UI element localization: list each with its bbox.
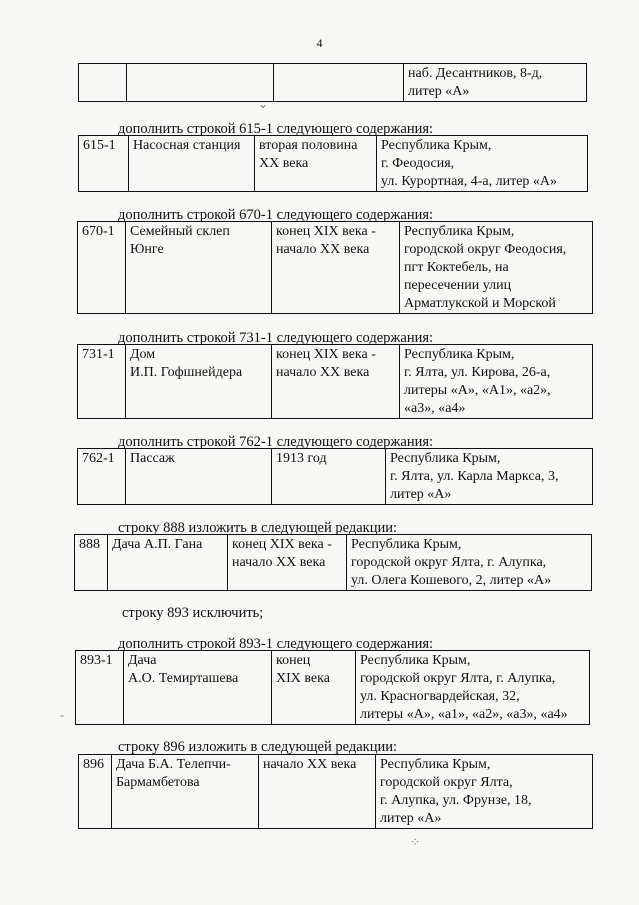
cell-number: 731-1 [78,345,126,419]
amendment-instruction: дополнить строкой 615-1 следующего содержания: [118,121,434,137]
pen-mark: ⁘ [410,835,421,849]
page-number: 4 [316,36,323,50]
pen-mark: ⌄ [258,97,269,111]
cell-date: начало XX века [259,755,376,829]
record-table-762-1 [77,448,593,505]
record-table-731-1 [77,344,593,419]
cell-address: Республика Крым, городской округ Ялта, г. Алупка, ул. Красногвардейская, 32, литеры «А», «а1», «а2», «а3», «а4» [356,651,590,725]
cell-object: Дача А.О. Темирташева [124,651,272,725]
cell-object: Дача Б.А. Телепчи- Бармамбетова [112,755,259,829]
cell-address: Республика Крым, городской округ Феодосия, пгт Коктебель, на пересечении улиц Арматлукской и Морской [400,222,593,314]
record-table-615-1 [78,135,588,192]
cell-address: Республика Крым, городской округ Ялта, г. Алупка, ул. Олега Кошевого, 2, литер «А» [347,535,592,591]
cell-number: 896 [79,755,112,829]
amendment-instruction: строку 888 изложить в следующей редакции: [118,520,397,536]
cell-date: 1913 год [272,449,386,505]
record-table-888 [74,534,592,591]
cell-number: 762-1 [78,449,126,505]
cell-date: конец XIX века [272,651,356,725]
table-row [78,222,593,314]
record-table-896 [78,754,593,829]
table-row [79,755,593,829]
cell-number: 888 [75,535,108,591]
cell-address: Республика Крым, г. Ялта, ул. Карла Маркса, 3, литер «А» [386,449,593,505]
cell-number [79,64,127,102]
cell-number: 670-1 [78,222,126,314]
table-row [76,651,590,725]
cell-number: 893-1 [76,651,124,725]
record-table-continuation [78,63,587,102]
cell-date: конец XIX века - начало XX века [272,222,400,314]
cell-date: конец XIX века - начало XX века [228,535,347,591]
amendment-instruction: дополнить строкой 731-1 следующего содержания: [118,330,434,346]
cell-object: Семейный склеп Юнге [126,222,272,314]
cell-object: Дача А.П. Гана [108,535,228,591]
table-row [79,64,587,102]
cell-date: конец XIX века - начало XX века [272,345,400,419]
record-table-670-1 [77,221,593,314]
cell-date [274,64,404,102]
amendment-instruction: дополнить строкой 893-1 следующего содержания: [118,636,434,652]
cell-address: Республика Крым, г. Ялта, ул. Кирова, 26-а, литеры «А», «А1», «а2», «а3», «а4» [400,345,593,419]
cell-object: Пассаж [126,449,272,505]
table-row [78,345,593,419]
cell-address: Республика Крым, г. Феодосия, ул. Курортная, 4-а, литер «А» [377,136,588,192]
cell-object: Насосная станция [129,136,255,192]
cell-object [127,64,274,102]
cell-address: наб. Десантников, 8-д, литер «А» [404,64,587,102]
cell-date: вторая половина XX века [255,136,377,192]
table-row [78,449,593,505]
amendment-instruction: строку 896 изложить в следующей редакции: [118,739,397,755]
cell-number: 615-1 [79,136,129,192]
table-row [79,136,588,192]
record-table-893-1 [75,650,590,725]
table-row [75,535,592,591]
cell-address: Республика Крым, городской округ Ялта, г. Алупка, ул. Фрунзе, 18, литер «А» [376,755,593,829]
amendment-instruction: дополнить строкой 670-1 следующего содержания: [118,207,434,223]
cell-object: Дом И.П. Гофшнейдера [126,345,272,419]
amendment-instruction: строку 893 исключить; [122,605,264,621]
pen-mark: - [60,708,64,722]
amendment-instruction: дополнить строкой 762-1 следующего содержания: [118,434,434,450]
